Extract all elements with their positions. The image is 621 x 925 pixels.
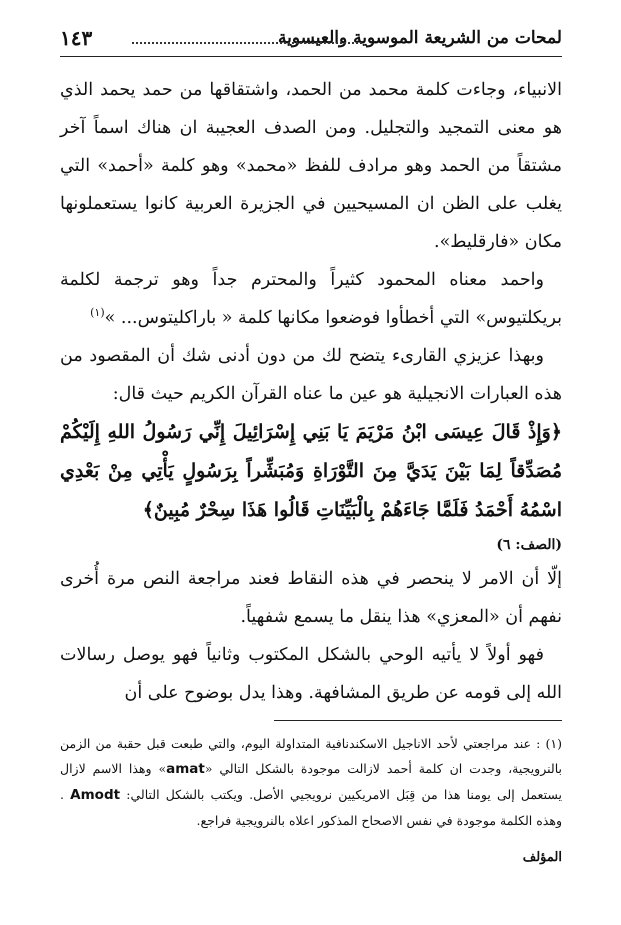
footnote-latin-word: Amodt <box>70 787 121 803</box>
verse-reference: (الصف: ٦) <box>496 537 562 553</box>
footnote-latin-word: amat <box>166 761 205 777</box>
footnote-part: . وهذه الكلمة موجودة في نفس الاصحاح المذكور اعلاه بالنرويجية فراجع. <box>60 787 562 828</box>
book-page <box>60 22 562 912</box>
paragraph: إلّا أن الامر لا ينحصر في هذه النقاط فعند مراجعة النص مرة أُخرى نفهم أن «المعزي» هذا ينقل ما يسمع شفهياً. <box>60 569 562 627</box>
header-dot-leader <box>132 34 362 44</box>
footnote-separator <box>274 720 562 721</box>
paragraph: الانبياء، وجاءت كلمة محمد من الحمد، واشتقاقها من حمد يحمد الذي هو معنى التمجيد والتجليل. ومن الصدف العجيبة ان هناك اسماً آخر مشتقاً من الحمد وهو مرادف للفظ «محمد» وهو كلمة «أحمد» التي يغلب على الظن ان المسيحيين في الجزيرة العربية كانوا يستعملونها مكان «فارقليط». <box>60 80 562 252</box>
page-number: ١٤٣ <box>60 26 93 50</box>
paragraph: وبهذا عزيزي القارىء يتضح لك من دون أدنى شك أن المقصود من هذه العبارات الانجيلية هو عين ما عناه القرآن الكريم حيث قال: <box>60 346 562 404</box>
footnote-reference: (١) <box>90 306 105 320</box>
paragraph <box>60 261 562 337</box>
footnote-text <box>60 731 562 833</box>
quran-verse: ﴿وَإِذْ قَالَ عِيسَى ابْنُ مَرْيَمَ يَا بَنِي إِسْرَائِيلَ إِنِّي رَسُولُ اللهِ إِلَيْكُمْ مُصَدِّقاً لِمَا بَيْنَ يَدَيَّ مِنَ التَّوْرَاةِ وَمُبَشِّراً بِرَسُولٍ يَأْتِي مِنْ بَعْدِي اسْمُهُ أَحْمَدُ فَلَمَّا جَاءَهُمْ بِالْبَيِّنَاتِ قَالُوا هَذَا سِحْرٌ مُبِينٌ﴾ <box>60 421 562 521</box>
footnote-part: » وهذا الاسم لازال يستعمل إلى يومنا هذا من قِبَل الامريكيين نرويجيي الأصل. ويكتب بالشكل التالي: <box>60 761 562 802</box>
running-title: لمحات من الشريعة الموسوية والعيسوية <box>277 28 562 48</box>
footnote-part: (١) : عند مراجعتي لأحد الاناجيل الاسكندنافية المتداولة اليوم، والتي طبعت قبل حقبة من الزمن بالنرويجية، وجدت ان كلمة أحمد لازالت موجودة بالشكل التالي « <box>60 736 562 776</box>
page-header <box>60 22 562 57</box>
paragraph-text: واحمد معناه المحمود كثيراً والمحترم جداً وهو ترجمة لكلمة بريكلتيوس» التي أخطأوا فوضعوا مكانها كلمة « باراكليتوس... » <box>60 270 562 328</box>
footnote <box>60 731 562 833</box>
main-text <box>60 71 562 712</box>
paragraph: فهو أولاً لا يأتيه الوحي بالشكل المكتوب وثانياً فهو يوصل رسالات الله إلى قومه عن طريق المشافهة. وهذا يدل بوضوح على أن <box>60 645 562 703</box>
author-signature: المؤلف <box>522 850 562 865</box>
